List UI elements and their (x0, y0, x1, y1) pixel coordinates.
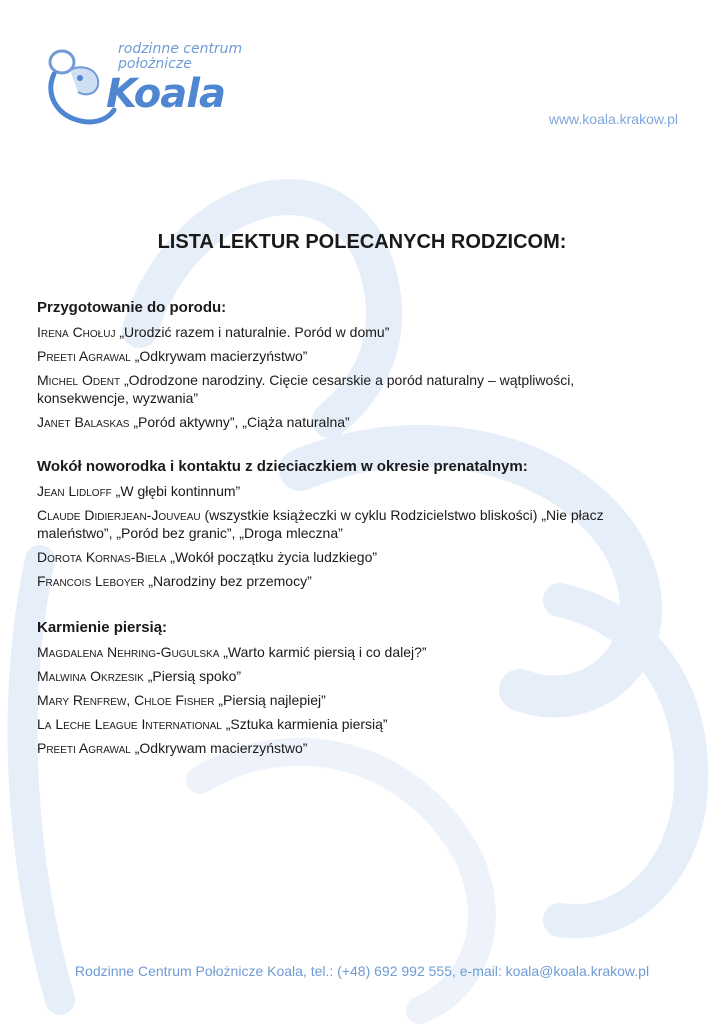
author: Dorota Kornas-Biela (37, 549, 167, 565)
list-item (37, 506, 617, 542)
list-item (37, 413, 617, 431)
book-title: „Odkrywam macierzyństwo” (130, 348, 308, 364)
author: Mary Renfrew, Chloe Fisher (37, 692, 215, 708)
author: Irena Chołuj (37, 324, 116, 340)
book-title: „Piersią spoko” (143, 668, 242, 684)
book-title: „W głębi kontinnum” (111, 483, 241, 499)
section-breastfeeding (37, 618, 617, 763)
list-item (37, 667, 617, 685)
author: Claude Didierjean-Jouveau (37, 507, 201, 523)
book-title: (wszystkie książeczki w cyklu Rodzicielstwo bliskości) „Nie płacz maleństwo”, „Poród bez granic”, „Droga mleczna” (37, 507, 604, 541)
footer-contact: Rodzinne Centrum Położnicze Koala, tel.: (+48) 692 992 555, e-mail: koala@koala.krakow.pl (74, 963, 650, 979)
logo-tagline-line1: rodzinne centrum (118, 41, 243, 57)
logo-tagline (118, 42, 242, 72)
book-title: „Odkrywam macierzyństwo” (130, 740, 308, 756)
list-item (37, 643, 617, 661)
list-item (37, 715, 617, 733)
author: Malwina Okrzesik (37, 668, 144, 684)
author: Preeti Agrawal (37, 348, 131, 364)
author: Francois Leboyer (37, 573, 145, 589)
book-title: „Warto karmić piersią i co dalej?” (219, 644, 427, 660)
book-title: „Odrodzone narodziny. Cięcie cesarskie a poród naturalny – wątpliwości, konsekwencje, wyzwania” (37, 372, 575, 406)
list-item (37, 323, 617, 341)
book-title: „Poród aktywny”, „Ciąża naturalna” (129, 414, 350, 430)
list-item (37, 548, 617, 566)
book-title: „Wokół początku życia ludzkiego” (166, 549, 378, 565)
book-title: „Sztuka karmienia piersią” (221, 716, 388, 732)
section-heading: Przygotowanie do porodu: (37, 299, 227, 316)
section-newborn (37, 457, 617, 596)
author: Preeti Agrawal (37, 740, 131, 756)
book-title: „Piersią najlepiej” (214, 692, 326, 708)
list-item (37, 482, 617, 500)
list-item (37, 572, 617, 590)
author: Janet Balaskas (37, 414, 130, 430)
logo-wordmark: Koala (106, 71, 225, 117)
section-heading: Wokół noworodka i kontaktu z dzieciaczkiem w okresie prenatalnym: (37, 458, 528, 475)
author: Jean Lidloff (37, 483, 112, 499)
list-item (37, 371, 617, 407)
list-item (37, 691, 617, 709)
book-title: „Narodziny bez przemocy” (144, 573, 312, 589)
author: Magdalena Nehring-Gugulska (37, 644, 220, 660)
logo-tagline-line2: położnicze (118, 56, 192, 72)
list-item (37, 739, 617, 757)
author: Michel Odent (37, 372, 121, 388)
page-title: LISTA LEKTUR POLECANYCH RODZICOM: (157, 231, 567, 253)
book-title: „Urodzić razem i naturalnie. Poród w domu” (115, 324, 390, 340)
website-link[interactable]: www.koala.krakow.pl (548, 111, 678, 127)
section-preparation (37, 298, 617, 437)
list-item (37, 347, 617, 365)
author: La Leche League International (37, 716, 222, 732)
section-heading: Karmienie piersią: (37, 619, 168, 636)
